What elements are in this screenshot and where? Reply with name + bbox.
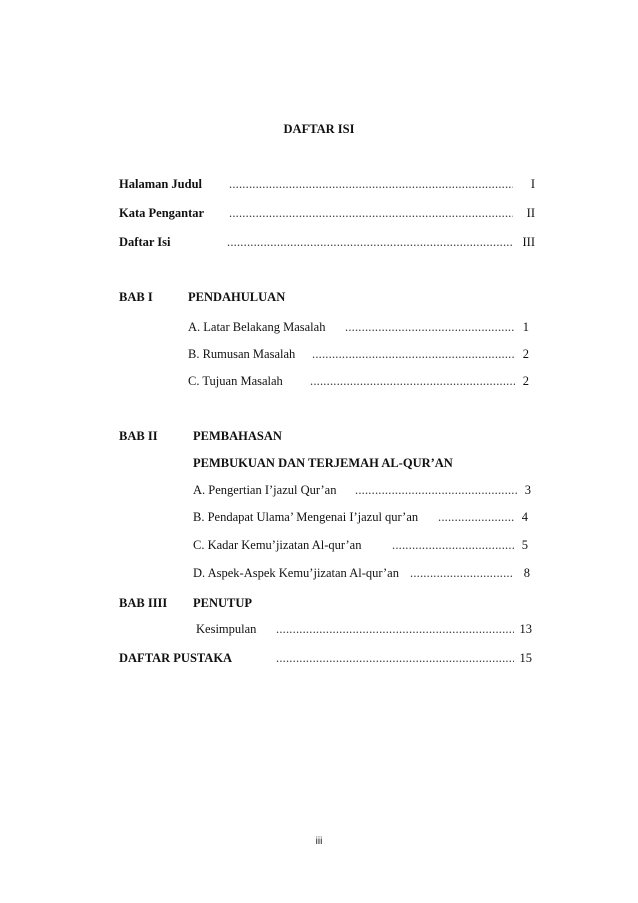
leader-dots [227,235,513,250]
leader-dots [345,320,515,335]
toc-item-page: 2 [522,347,529,361]
chapter-title: PEMBAHASAN [193,429,282,443]
toc-item-page: 8 [523,566,530,580]
chapter-number: BAB II [119,429,158,443]
toc-page-halaman-judul: I [530,177,535,191]
leader-dots [229,177,513,192]
leader-dots [276,651,514,666]
chapter-subtitle: PEMBUKUAN DAN TERJEMAH AL-QUR’AN [193,456,453,470]
toc-item-label: C. Tujuan Masalah [188,374,283,388]
toc-page-daftar-isi: III [522,235,535,249]
toc-item-label: B. Rumusan Masalah [188,347,296,361]
leader-dots [310,374,515,389]
toc-item-label: C. Kadar Kemu’jizatan Al-qur’an [193,538,362,552]
page-title: DAFTAR ISI [283,122,355,136]
toc-page-daftar-pustaka: 15 [519,651,532,665]
leader-dots [392,538,514,553]
toc-item-label: A. Latar Belakang Masalah [188,320,326,334]
leader-dots [229,206,513,221]
leader-dots [410,566,514,581]
chapter-title: PENUTUP [193,596,253,610]
toc-label-halaman-judul: Halaman Judul [119,177,203,191]
toc-item-page: 1 [522,320,529,334]
toc-page-kata-pengantar: II [526,206,535,220]
leader-dots [438,510,514,525]
leader-dots [312,347,515,362]
leader-dots [355,483,517,498]
chapter-title: PENDAHULUAN [188,290,286,304]
toc-item-page: 2 [522,374,529,388]
chapter-number: BAB I [119,290,153,304]
toc-item-page: 13 [519,622,532,636]
toc-label-daftar-pustaka: DAFTAR PUSTAKA [119,651,233,665]
leader-dots [276,622,514,637]
chapter-number: BAB IIII [119,596,168,610]
toc-item-label: B. Pendapat Ulama’ Mengenai I’jazul qur’an [193,510,419,524]
toc-item-page: 4 [521,510,528,524]
toc-item-label: A. Pengertian I’jazul Qur’an [193,483,337,497]
toc-label-kata-pengantar: Kata Pengantar [119,206,205,220]
toc-item-label: Kesimpulan [196,622,257,636]
page-number: iii [315,836,323,847]
toc-item-label: D. Aspek-Aspek Kemu’jizatan Al-qur’an [193,566,399,580]
toc-label-daftar-isi: Daftar Isi [119,235,171,249]
toc-item-page: 5 [521,538,528,552]
toc-item-page: 3 [524,483,531,497]
